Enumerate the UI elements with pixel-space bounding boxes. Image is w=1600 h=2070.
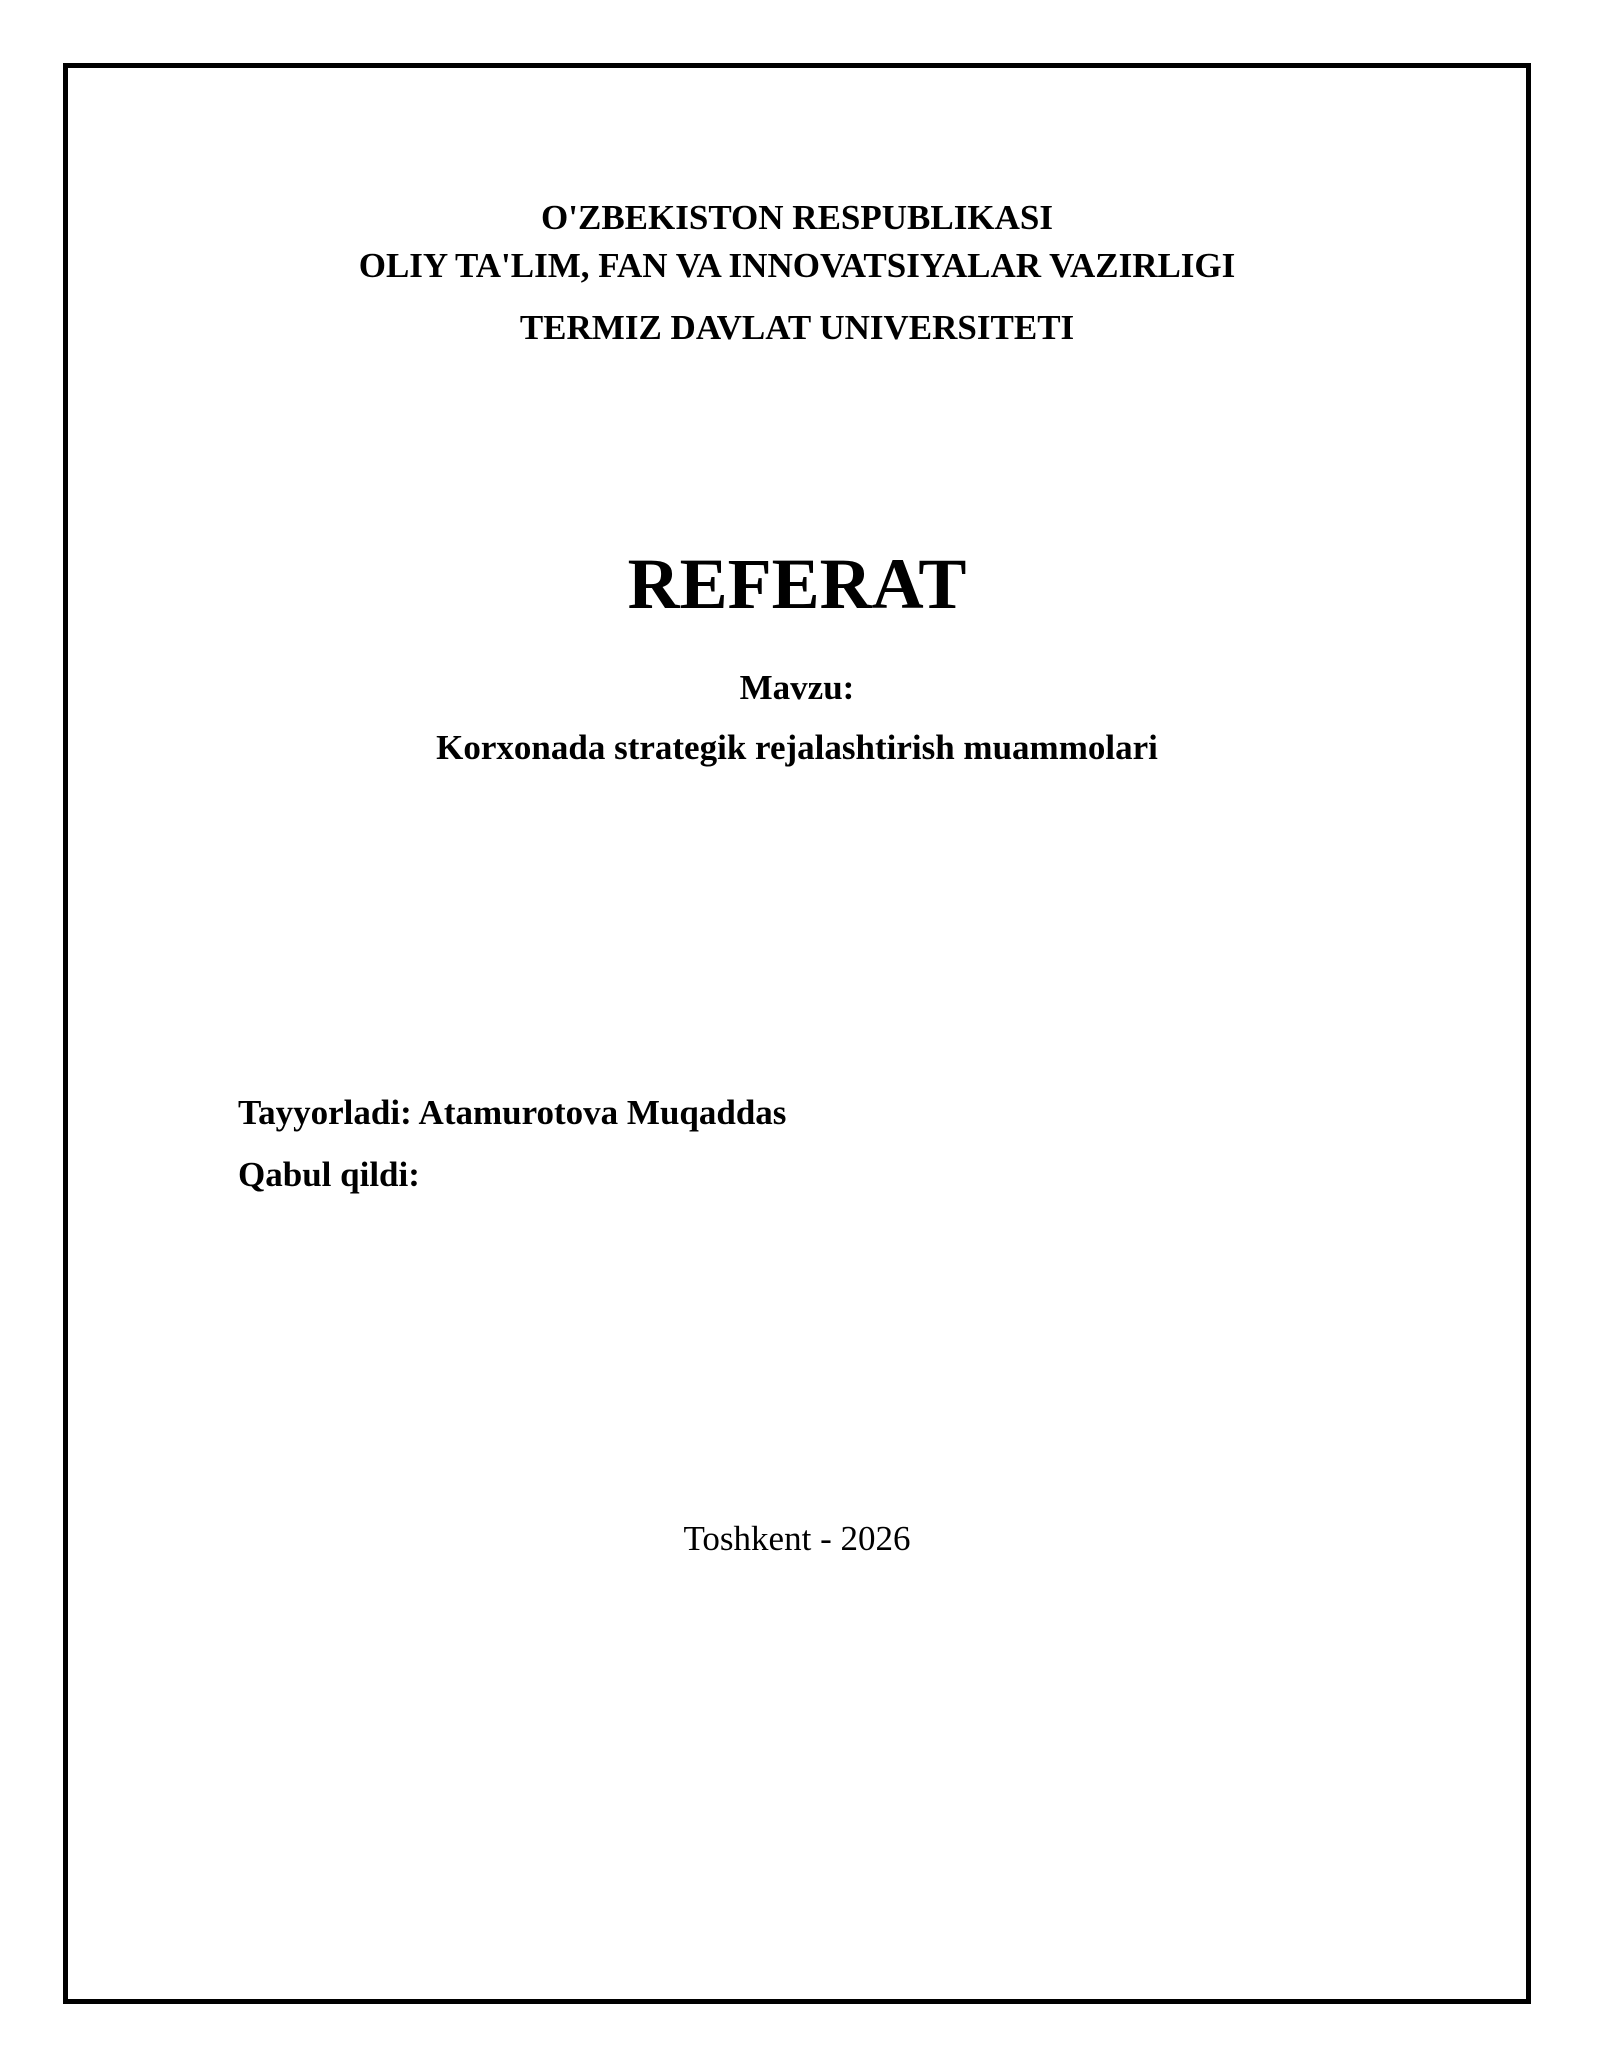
accepted-by: Qabul qildi:	[238, 1155, 420, 1194]
university-heading: TERMIZ DAVLAT UNIVERSITETI	[519, 308, 1075, 347]
ministry-heading: OLIY TA'LIM, FAN VA INNOVATSIYALAR VAZIRLIGI	[358, 246, 1236, 285]
republic-heading: O'ZBEKISTON RESPUBLIKASI	[541, 198, 1053, 237]
document-title: REFERAT	[627, 544, 967, 624]
prepared-by: Tayyorladi: Atamurotova Muqaddas	[238, 1093, 787, 1132]
page-frame	[63, 63, 1531, 2004]
city-year: Toshkent - 2026	[683, 1519, 911, 1558]
subject-label: Mavzu:	[739, 668, 855, 707]
subject-text: Korxonada strategik rejalashtirish muammolari	[436, 728, 1158, 767]
